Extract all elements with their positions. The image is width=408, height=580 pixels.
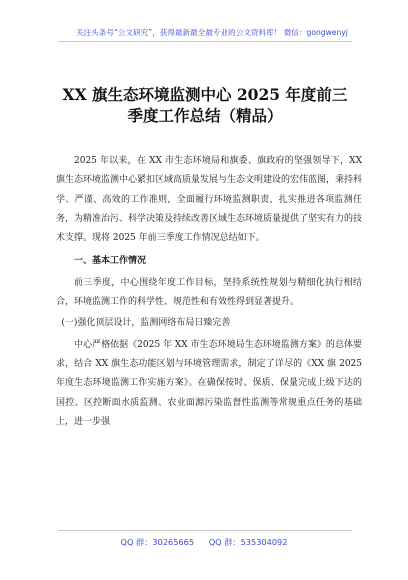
title-line-1: XX 旗生态环境监测中心 2025 年度前三 (62, 85, 348, 104)
section-1-paragraph: 前三季度，中心围绕年度工作目标，坚持系统性规划与精细化执行相结合，环境监测工作的科学性、规范性和有效性得到显著提升。 (56, 277, 362, 308)
subsection-1-heading: (一)强化顶层设计，监测网络布局日臻完善 (61, 318, 231, 329)
title-line-2: 季度工作总结（精品） (127, 106, 283, 125)
footer-qq-group-1: QQ 群：30265665 (120, 537, 195, 547)
document-body (56, 152, 362, 432)
footer-divider (58, 530, 352, 531)
document-title (40, 84, 370, 126)
top-notice: 关注头条号“公文研究”，获得最新最全最专业的公文资料库！ 微信：gongwenyj (76, 28, 348, 37)
footer (0, 537, 408, 548)
footer-qq-group-2: QQ 群：535304092 (208, 537, 288, 547)
header-divider (58, 41, 352, 42)
intro-paragraph: 2025 年以来，在 XX 市生态环境局和旗委、旗政府的坚强领导下，XX 旗生态环境监测中心紧扣区域高质量发展与生态文明建设的宏伟蓝图，秉持科学、严谨、高效的工作准则，全面履行环境监测职责，扎实推进各项监测任务，为精准治污、科学决策及持续改善区域生态环境质量提供了坚实有力的技术支撑。现将 2025 年前三季度工作情况总结如下。 (56, 156, 363, 244)
subsection-1-paragraph: 中心严格依据《2025 年 XX 市生态环境局生态环境监测方案》的总体要求，结合 XX 旗生态功能区划与环境管理需求，制定了详尽的《XX 旗 2025 年度生态环境监测工作实施方案》。在确保按时、保质、保量完成上级下达的国控、区控断面水质监测、农业面源污染监督性监测等常规重点任务的基础上，进一步强 (56, 339, 362, 427)
section-1-heading: 一、基本工作情况 (74, 256, 147, 267)
